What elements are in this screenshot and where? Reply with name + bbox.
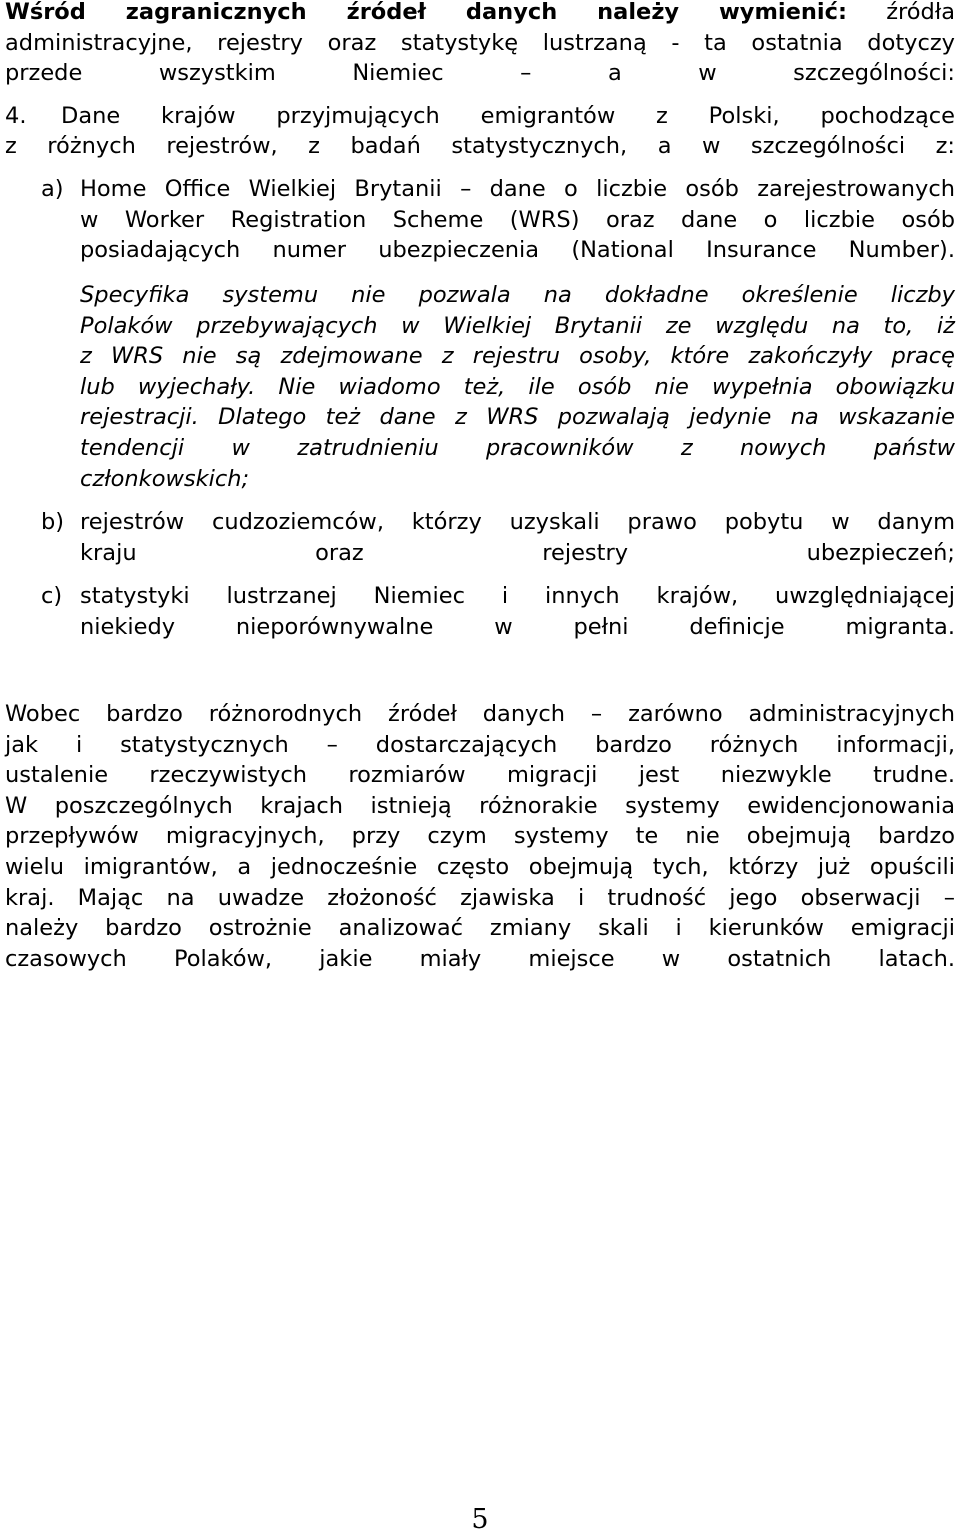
item-4-paragraph-cont (5, 131, 955, 162)
sub-b-label: b) (41, 509, 65, 535)
closing-line-8: należy bardzo ostrożnie analizować zmiany skali i kierunków emigracji (5, 915, 955, 942)
item-4-number: 4. (5, 103, 27, 129)
sub-c-text (80, 581, 955, 642)
item-4-line-1: Dane krajów przyjmujących emigrantów z Polski, pochodzące (61, 103, 955, 129)
sub-a-italic-line-6: tendencji w zatrudnieniu pracowników z nowych państw (80, 434, 955, 461)
sub-a-line-1: Home Office Wielkiej Brytanii – dane o liczbie osób zarejestrowanych (80, 176, 955, 202)
closing-line-7: kraj. Mając na uwadze złożoność zjawiska i trudność jego obserwacji – (5, 884, 955, 911)
sub-a-italic-note (80, 280, 955, 494)
intro-line-1-rest: źródła (846, 0, 955, 25)
sub-a-text (80, 174, 955, 266)
sub-a-italic-line-4: lub wyjechały. Nie wiadomo też, ile osób nie wypełnia obowiązku (80, 373, 955, 400)
closing-line-6: wielu imigrantów, a jednocześnie często obejmują tych, którzy już opuścili (5, 853, 955, 880)
sub-a-line-2: w Worker Registration Scheme (WRS) oraz dane o liczbie osób (80, 206, 955, 233)
page-number: 5 (471, 1504, 489, 1535)
sub-a-line-3: posiadających numer ubezpieczenia (National Insurance Number). (80, 237, 955, 264)
closing-line-9: czasowych Polaków, jakie miały miejsce w ostatnich latach. (5, 945, 955, 972)
closing-paragraph (5, 699, 955, 974)
sub-a-italic-line-2: Polaków przebywających w Wielkiej Brytanii ze względu na to, iż (80, 312, 955, 339)
sub-c-label: c) (41, 583, 63, 609)
intro-line-2: administracyjne, rejestry oraz statystykę lustrzaną - ta ostatnia dotyczy (5, 29, 955, 56)
intro-line-1 (5, 0, 955, 28)
sub-a-italic-line-1: Specyfika systemu nie pozwala na dokładne określenie liczby (80, 282, 955, 308)
sub-c-line-1: statystyki lustrzanej Niemiec i innych krajów, uwzględniającej (80, 583, 955, 609)
intro-bold-lead: Wśród zagranicznych źródeł danych należy wymienić: (5, 0, 847, 25)
sub-a-label: a) (41, 176, 64, 202)
intro-line-3: przede wszystkim Niemiec – a w szczególności: (5, 60, 955, 87)
closing-line-1: Wobec bardzo różnorodnych źródeł danych – zarówno administracyjnych (5, 701, 955, 727)
item-4-line-2: z różnych rejestrów, z badań statystycznych, a w szczególności z: (5, 133, 955, 159)
sub-b-text (80, 507, 955, 568)
closing-line-4: W poszczególnych krajach istnieją różnorakie systemy ewidencjonowania (5, 792, 955, 819)
closing-line-2: jak i statystycznych – dostarczających bardzo różnych informacji, (5, 731, 955, 758)
closing-line-3: ustalenie rzeczywistych rozmiarów migracji jest niezwykle trudne. (5, 762, 955, 789)
sub-b-line-2: kraju oraz rejestry ubezpieczeń; (80, 539, 955, 566)
sub-b-line-1: rejestrów cudzoziemców, którzy uzyskali prawo pobytu w danym (80, 509, 955, 535)
sub-a-italic-line-3: z WRS nie są zdejmowane z rejestru osoby, które zakończyły pracę (80, 343, 955, 370)
intro-paragraph (5, 0, 955, 89)
sub-a-italic-line-5: rejestracji. Dlatego też dane z WRS pozwalają jedynie na wskazanie (80, 404, 955, 431)
sub-a-italic-line-7: członkowskich; (80, 465, 250, 492)
closing-line-5: przepływów migracyjnych, przy czym systemy te nie obejmują bardzo (5, 823, 955, 850)
item-4-paragraph (61, 101, 955, 132)
sub-c-line-2: niekiedy nieporównywalne w pełni definicje migranta. (80, 613, 955, 640)
